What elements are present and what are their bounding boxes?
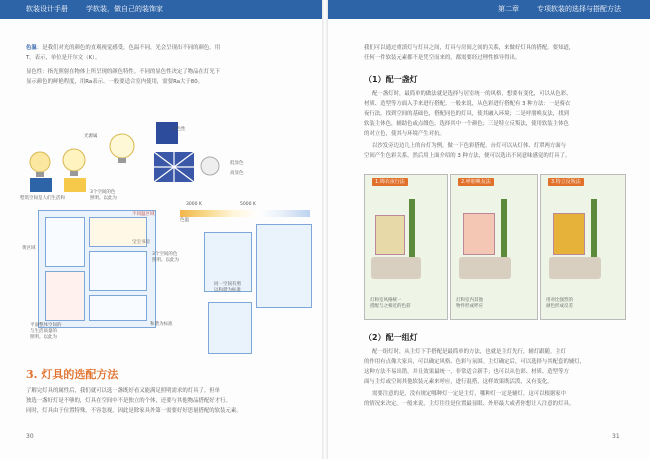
sub2-line-2: 的作用有点像大家具，可以确定风格、色彩与氛围。主灯确定后，可以选择与其配套的辅灯，: [364, 359, 586, 365]
floor-plan-mini-3: [208, 302, 252, 354]
annot-1: 墅筑空间是人们生活和: [20, 196, 65, 201]
annot-14: 和谐为标准: [150, 322, 173, 327]
method-note-2a: 灯和室内其他: [456, 298, 483, 303]
low-cri-swatch: [156, 122, 178, 144]
cool-bulb-icon: [110, 134, 134, 158]
method-tag-2: 2.呼朋唤友法: [458, 178, 494, 186]
section-line-3: 同时，灯具由于位置特殊，不容忽视，因此是除家具外第一需要好好思量搭配的软装元素。: [26, 408, 242, 414]
sub2-title: （2）配一组灯: [364, 333, 418, 342]
annot-11: 照明。以此为: [30, 335, 57, 340]
bulb-label-1: 白色性: [172, 127, 186, 132]
annot-2: 3个空间的色: [90, 190, 116, 195]
sub1-title: （1）配一盏灯: [364, 75, 418, 84]
color-temp-spectrum: [180, 210, 310, 217]
bulb-label-2: 光源属: [84, 134, 98, 139]
method-note-3b: 颜色形成反差: [546, 304, 573, 309]
color-temp-figure: [26, 122, 316, 212]
sub2-line-1: 配一组灯时，从主灯下手搭配是最简单的方法，也就是主灯先行，辅灯跟随。主灯: [372, 349, 567, 355]
page-number-left: 30: [26, 433, 34, 440]
spectrum-label-5000: 5000 K: [240, 202, 256, 207]
intro-line-1: 我们可以通过重滇灯与灯具之间，灯具与房间之间的关系，来做好灯具的搭配。要知道，: [364, 45, 575, 51]
color-line-4: 显示颜色的鲜艳程度，用Ra表示。一般要适合室内使用，需要Ra大于80。: [26, 79, 204, 85]
method-note-2b: 物件形成呼应: [456, 304, 483, 309]
bulb-label-5: 低显色: [230, 161, 244, 166]
sub2-line-4: 面与主灯或空间其他软装元素来呼应，进行混搭，这样效果既活泼，又有变化。: [364, 379, 553, 385]
chapter-label: 第二章: [498, 5, 519, 13]
method-tag-3: 3.特立反叛法: [548, 178, 584, 186]
sub2-line-6: 的情况来决定。一般来说，主灯往往是位置最显眼、外形最大或者你想让人注意的灯具。: [364, 401, 575, 407]
color-line-1b: ：是我们对光的颜色的直观视觉感受，色温不同，光会呈现出不同的颜色。用: [36, 45, 221, 51]
annot-12: 同一空间有照: [214, 282, 241, 287]
sub2-line-5: 需要注意的是，没有规定哪种灯一定是主灯，哪种灯一定是辅灯，这可以根据家中: [372, 391, 567, 397]
page-number-right: 31: [612, 433, 620, 440]
sub1-line-3: 夜行法，找到空间的基础色，搭配同色的灯具，使其融入环境；二是呼朋唤友法，找到: [364, 111, 569, 117]
sub1-line-4: 软装主体色，辅助色或点缀色，选择其中一个颜色；三是特立反叛法，使用软装主体色: [364, 121, 569, 127]
annot-9: 平面整体空间的: [30, 323, 62, 328]
annot-10: 与生活质量的: [30, 329, 57, 334]
sub2-line-3: 这种方法不易出错，并且效果最统一，非常适合新手；也可以从色彩、材质、造型等方: [364, 369, 569, 375]
warm-bulb-icon: [30, 152, 50, 172]
annot-3: 照明。以此为: [90, 196, 117, 201]
sub1-line-5: 的对立色，使其与环境产生对抗。: [364, 131, 445, 137]
method-note-1b: 搭配与之相近的色彩: [370, 304, 411, 309]
color-line-3: 显色性：指光照射在物体上所呈现的颜色特性。不同的显色性决定了物品在灯光下: [26, 69, 221, 75]
floor-plan-mini-2: [256, 224, 312, 308]
section-line-1: 了解完灯具的属性后，我们就可以选一盏既好看又能满足照明需求的灯具了。但单: [26, 388, 221, 394]
color-para-1: [26, 44, 316, 53]
sub1-line-7: 空间产生色彩关系，然后用上面介绍的 3 种方法，便可以选出不同意味感觉的灯具了。: [364, 153, 571, 159]
book-title: 软装设计手册: [26, 5, 68, 13]
annot-13: 以和谐为标准: [214, 288, 241, 293]
annot-8: 照明。以此为: [152, 258, 179, 263]
color-line-2: T。表示，单位是开尔文（K）。: [26, 55, 101, 61]
section-line-2: 独选一盏好灯是不够的，灯具在空间中不是独立的个体，还要与其他物品搭配好才行。: [26, 398, 231, 404]
bulb-label-6: 高显色: [230, 171, 244, 176]
method-note-1a: 灯和室风格统一: [370, 298, 402, 303]
section-title: 3. 灯具的选配方法: [26, 368, 119, 381]
spectrum-label-title: 色温: [180, 218, 189, 223]
intro-line-2: 任何一件软装元素都不是凭空而来的，都需要经过理性推导得出。: [364, 55, 521, 61]
floor-plan-main: [38, 210, 156, 328]
chapter-title: 专项软装的选择与搭配方法: [537, 5, 621, 13]
neutral-bulb-icon: [63, 149, 85, 171]
book-slogan: 学软装，做自己的装饰家: [86, 5, 163, 13]
method-note-3a: 用对比强烈的: [546, 298, 573, 303]
right-header: [328, 0, 650, 19]
color-heading: 色温: [26, 45, 37, 51]
annot-6: 宝宝书房: [132, 240, 150, 245]
annot-7: 3个空间的色: [152, 252, 178, 257]
sub1-line-6: 以沙发旁边边几上的台灯为例，做一下色彩搭配。台灯可以从灯体、灯罩两方面与: [372, 143, 567, 149]
annot-4: 黄区域: [22, 246, 36, 251]
spectrum-label-3000: 3000 K: [186, 202, 202, 207]
left-header: [0, 0, 322, 19]
method-tag-1: 1.锦衣夜行法: [372, 178, 408, 186]
sub1-line-2: 材质、造型等方面入手来进行搭配。一般来说，从色彩进行搭配有 3 种方法：一是骑衣: [364, 101, 571, 107]
sub1-line-1: 配一盏灯时，最简单的做法就是选择与居室统一的风格，想要有变化，可以从色彩、: [372, 91, 572, 97]
annot-5: 不同温区域: [132, 212, 155, 217]
